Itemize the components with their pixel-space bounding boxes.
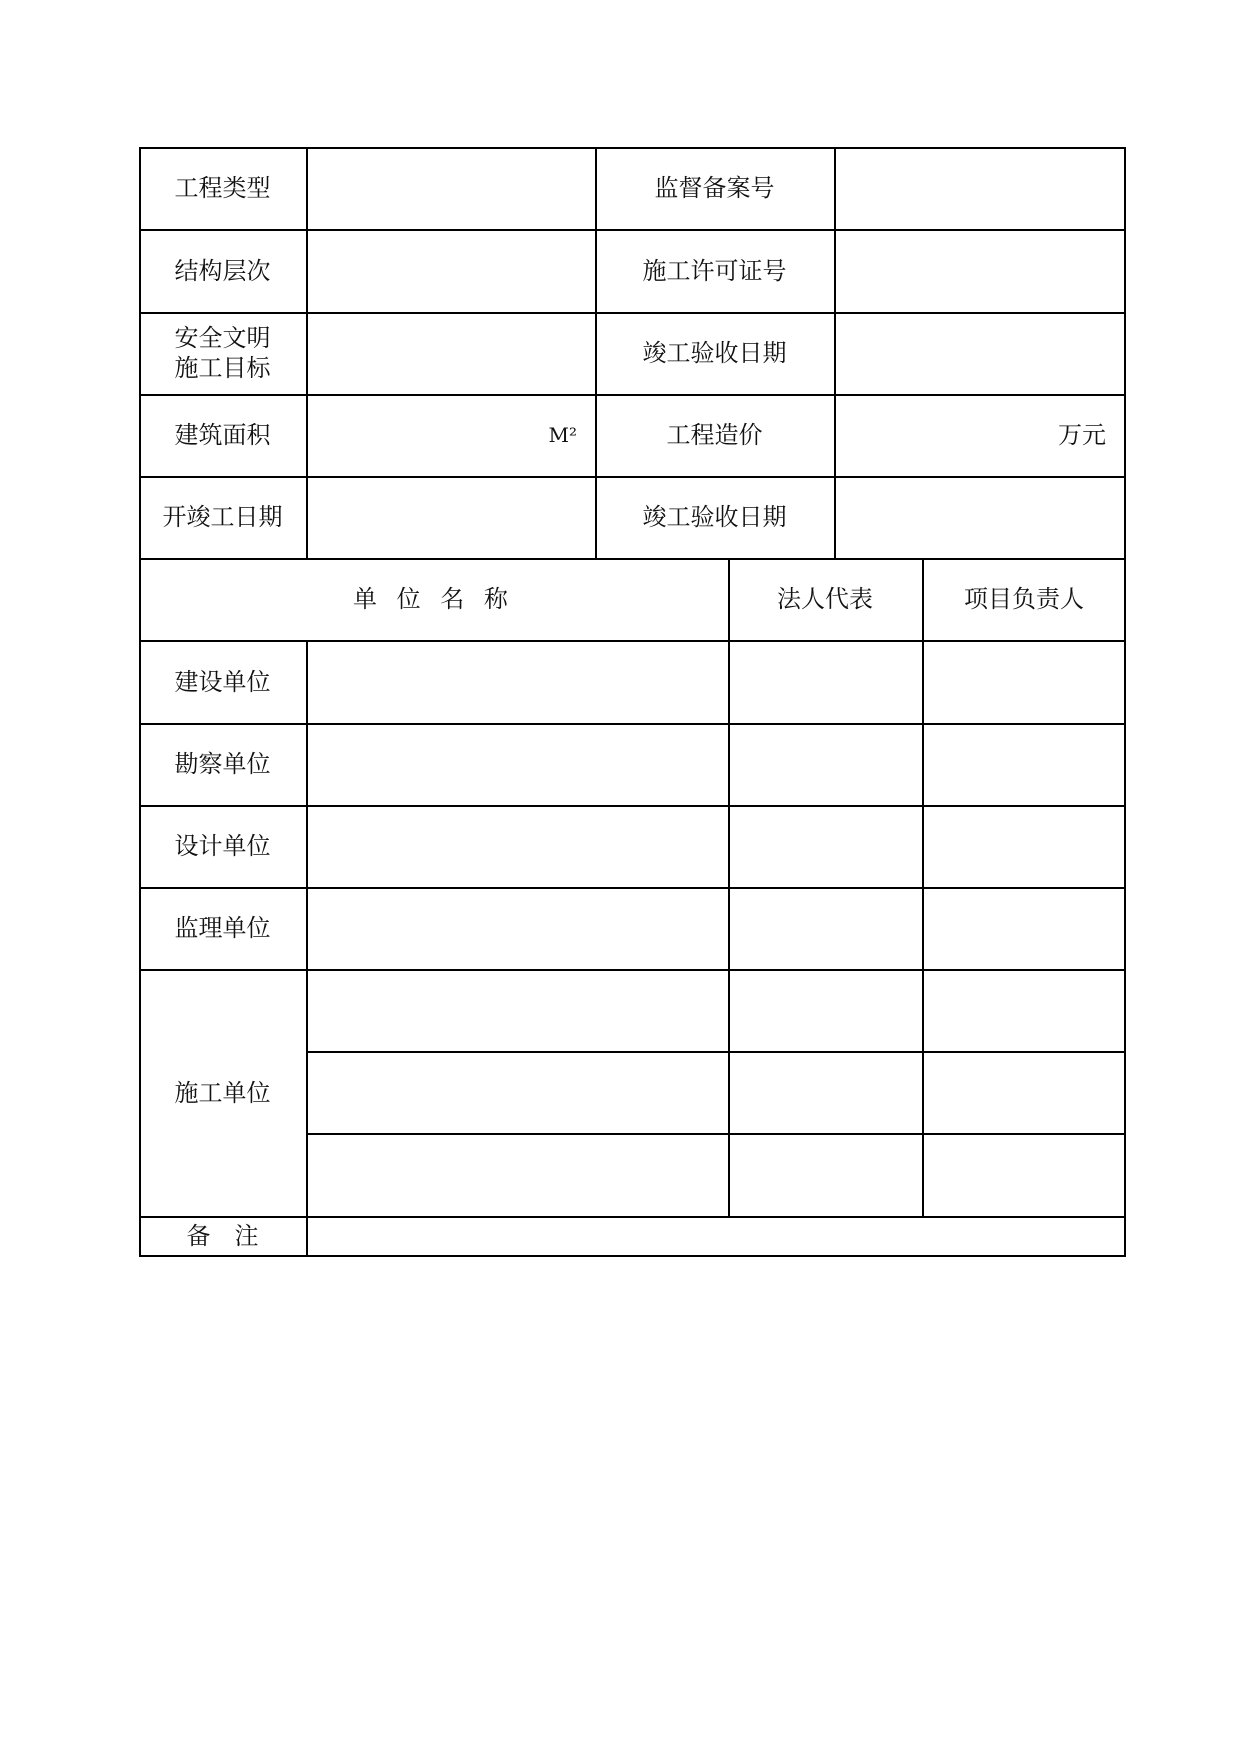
safety-target-label [139, 312, 306, 394]
supervision-unit-manager-field[interactable] [922, 887, 1126, 969]
supervision-unit-label: 监理单位 [174, 914, 271, 942]
project-type-label: 工程类型 [174, 174, 271, 202]
contractor-3-manager-field[interactable] [922, 1133, 1126, 1216]
survey-unit-manager-field[interactable] [922, 723, 1126, 805]
building-area-unit: M² [548, 423, 577, 447]
supervision-record-no-label: 监督备案号 [654, 174, 775, 202]
safety-target-label-line2: 施工目标 [174, 354, 271, 382]
structure-floors-label: 结构层次 [174, 256, 271, 285]
project-registration-form [139, 147, 1126, 1257]
start-completion-date-field[interactable] [306, 476, 595, 558]
table-border-bottom [139, 1255, 1126, 1257]
project-cost-unit: 万元 [1058, 421, 1106, 449]
project-manager-header: 项目负责人 [964, 585, 1084, 613]
building-area-field[interactable] [306, 394, 595, 476]
contractor-unit-label: 施工单位 [174, 1078, 271, 1107]
contractor-1-name-field[interactable] [306, 969, 728, 1051]
project-cost-field[interactable] [834, 394, 1126, 476]
safety-target-label-line1: 安全文明 [174, 324, 271, 352]
building-area-label: 建筑面积 [174, 421, 271, 449]
completion-acceptance-date-field-2[interactable] [834, 476, 1126, 558]
completion-acceptance-date-field[interactable] [834, 312, 1126, 394]
survey-unit-name-field[interactable] [306, 723, 728, 805]
supervision-unit-name-field[interactable] [306, 887, 728, 969]
safety-target-field[interactable] [306, 312, 595, 394]
survey-unit-label: 勘察单位 [174, 750, 271, 778]
completion-acceptance-date-label-2: 竣工验收日期 [642, 503, 787, 531]
construction-permit-no-field[interactable] [834, 229, 1126, 312]
unit-name-header: 单 位 名 称 [353, 585, 514, 613]
construction-owner-legal-rep-field[interactable] [728, 640, 922, 723]
remarks-label: 备 注 [186, 1221, 259, 1250]
design-unit-manager-field[interactable] [922, 805, 1126, 887]
contractor-2-manager-field[interactable] [922, 1051, 1126, 1133]
contractor-3-legal-rep-field[interactable] [728, 1133, 922, 1216]
supervision-record-no-field[interactable] [834, 147, 1126, 229]
design-unit-name-field[interactable] [306, 805, 728, 887]
project-cost-label: 工程造价 [666, 421, 763, 449]
supervision-unit-legal-rep-field[interactable] [728, 887, 922, 969]
contractor-1-manager-field[interactable] [922, 969, 1126, 1051]
contractor-2-legal-rep-field[interactable] [728, 1051, 922, 1133]
construction-permit-no-label: 施工许可证号 [642, 256, 787, 285]
completion-acceptance-date-label: 竣工验收日期 [642, 339, 787, 367]
project-type-field[interactable] [306, 147, 595, 229]
legal-representative-header: 法人代表 [777, 585, 873, 613]
construction-owner-label: 建设单位 [174, 667, 271, 696]
contractor-1-legal-rep-field[interactable] [728, 969, 922, 1051]
start-completion-date-label: 开竣工日期 [162, 503, 283, 531]
remarks-field[interactable] [306, 1216, 1126, 1255]
design-unit-label: 设计单位 [174, 832, 271, 860]
structure-floors-field[interactable] [306, 229, 595, 312]
design-unit-legal-rep-field[interactable] [728, 805, 922, 887]
contractor-3-name-field[interactable] [306, 1133, 728, 1216]
contractor-2-name-field[interactable] [306, 1051, 728, 1133]
construction-owner-manager-field[interactable] [922, 640, 1126, 723]
survey-unit-legal-rep-field[interactable] [728, 723, 922, 805]
construction-owner-name-field[interactable] [306, 640, 728, 723]
